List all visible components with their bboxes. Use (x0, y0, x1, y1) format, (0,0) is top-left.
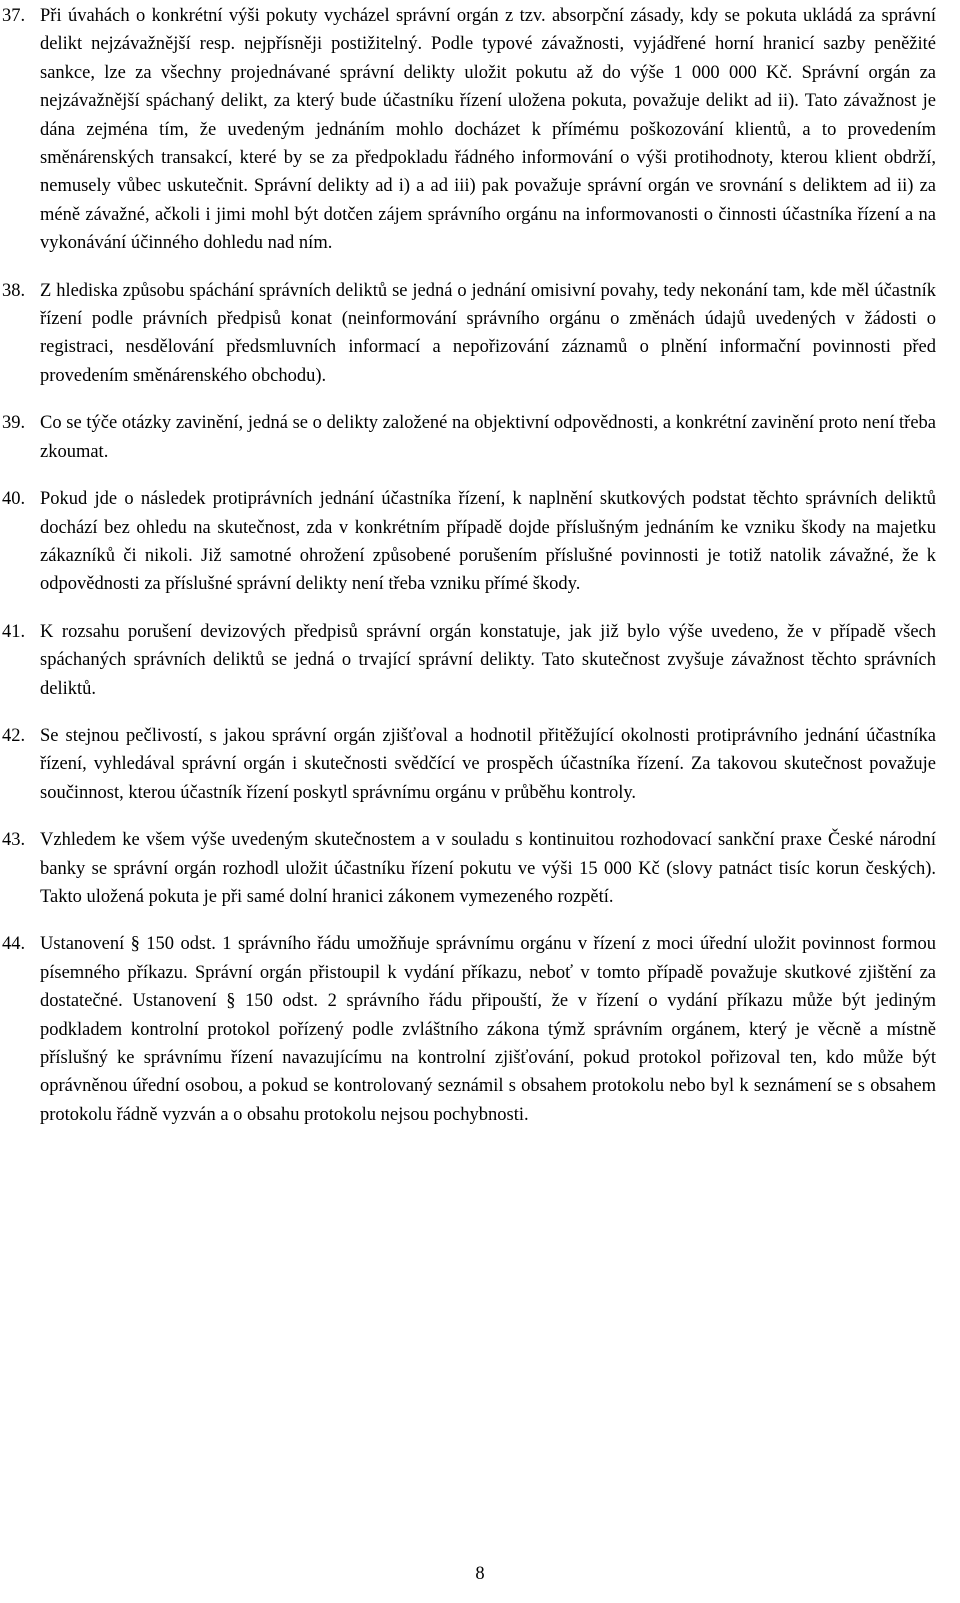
paragraph-41 (2, 618, 936, 703)
paragraph-text: K rozsahu porušení devizových předpisů správní orgán konstatuje, jak již bylo výše uvedeno, že v případě všech spáchaných správních deliktů se jedná o trvající správní delikty. Tato skutečnost zvyšuje závažnost těchto správních deliktů. (40, 621, 936, 699)
paragraph-38 (2, 277, 936, 391)
paragraph-39 (2, 409, 936, 466)
paragraph-number: 44. (2, 934, 26, 955)
paragraph-text: Se stejnou pečlivostí, s jakou správní orgán zjišťoval a hodnotil přitěžující okolnosti protiprávního jednání účastníka řízení, vyhledával správní orgán i skutečnosti svědčící ve prospěch účastníka řízení. Za takovou skutečnost považuje součinnost, kterou účastník řízení poskytl správnímu orgánu v průběhu kontroly. (40, 725, 936, 803)
paragraph-40 (2, 485, 936, 599)
page-number: 8 (475, 1564, 485, 1584)
paragraph-number: 41. (2, 621, 26, 642)
paragraph-number: 38. (2, 280, 26, 301)
paragraph-text: Ustanovení § 150 odst. 1 správního řádu umožňuje správnímu orgánu v řízení z moci úřední uložit povinnost formou písemného příkazu. Správní orgán přistoupil k vydání příkazu, neboť v tomto případě považuje skutkové zjištění za dostatečné. Ustanovení § 150 odst. 2 správního řádu připouští, že v řízení o vydání příkazu může být jediným podkladem kontrolní protokol pořízený podle zvláštního zákona týmž správním orgánem, který je věcně a místně příslušný ke správnímu řízení navazujícímu na kontrolní zjišťování, pokud protokol pořizoval ten, kdo může být oprávněnou úřední osobou, a pokud se kontrolovaný seznámil s obsahem protokolu nebo byl k seznámení se s obsahem protokolu řádně vyzván a o obsahu protokolu nejsou pochybnosti. (40, 934, 936, 1125)
paragraph-44 (2, 930, 936, 1129)
paragraph-43 (2, 826, 936, 911)
paragraph-text: Při úvahách o konkrétní výši pokuty vycházel správní orgán z tzv. absorpční zásady, kdy se pokuta ukládá za správní delikt nejzávažnější resp. nejpřísněji postižitelný. Podle typové závažnosti, vyjádřené horní hranicí sazby peněžité sankce, lze za všechny projednávané správní delikty uložit pokutu až do výše 1 000 000 Kč. Správní orgán za nejzávažnější spáchaný delikt, za který bude účastníku řízení uložena pokuta, považuje delikt ad ii). Tato závažnost je dána zejména tím, že uvedeným jednáním mohlo docházet k přímému poškozování klientů, a to provedením směnárenských transakcí, které by se za předpokladu řádného informování o výši protihodnoty, kterou klient obdrží, nemusely vůbec uskutečnit. Správní delikty ad i) a ad iii) pak považuje správní orgán ve srovnání s deliktem ad ii) za méně závažné, ačkoli i jimi mohl být dotčen zájem správního orgánu na informovanosti o činnosti účastníka řízení a na vykonávání účinného dohledu nad ním. (40, 6, 936, 254)
paragraph-text: Co se týče otázky zavinění, jedná se o delikty založené na objektivní odpovědnosti, a konkrétní zavinění proto není třeba zkoumat. (40, 413, 936, 462)
paragraph-number: 39. (2, 413, 26, 434)
paragraph-37 (2, 2, 936, 258)
paragraph-number: 40. (2, 489, 26, 510)
paragraph-42 (2, 722, 936, 807)
paragraph-text: Z hlediska způsobu spáchání správních deliktů se jedná o jednání omisivní povahy, tedy nekonání tam, kde měl účastník řízení podle právních předpisů konat (neinformování správního orgánu o změnách údajů uvedených v žádosti o registraci, nesdělování předsmluvních informací a nepořizování záznamů o plnění informační povinnosti před provedením směnárenského obchodu). (40, 280, 936, 386)
paragraph-text: Vzhledem ke všem výše uvedeným skutečnostem a v souladu s kontinuitou rozhodovací sankční praxe České národní banky se správní orgán rozhodl uložit účastníku řízení pokutu ve výši 15 000 Kč (slovy patnáct tisíc korun českých). Takto uložená pokuta je při samé dolní hranici zákonem vymezeného rozpětí. (40, 830, 936, 907)
paragraph-number: 42. (2, 725, 26, 746)
paragraph-text: Pokud jde o následek protiprávních jednání účastníka řízení, k naplnění skutkových podstat těchto správních deliktů dochází bez ohledu na skutečnost, zda v konkrétním případě dojde příslušným jednáním ke vzniku škody na majetku zákazníků či nikoli. Již samotné ohrožení způsobené porušením příslušné povinnosti je totiž natolik závažné, že k odpovědnosti za příslušné správní delikty není třeba vzniku přímé škody. (40, 489, 936, 595)
paragraph-number: 43. (2, 830, 26, 851)
paragraph-number: 37. (2, 6, 26, 26)
